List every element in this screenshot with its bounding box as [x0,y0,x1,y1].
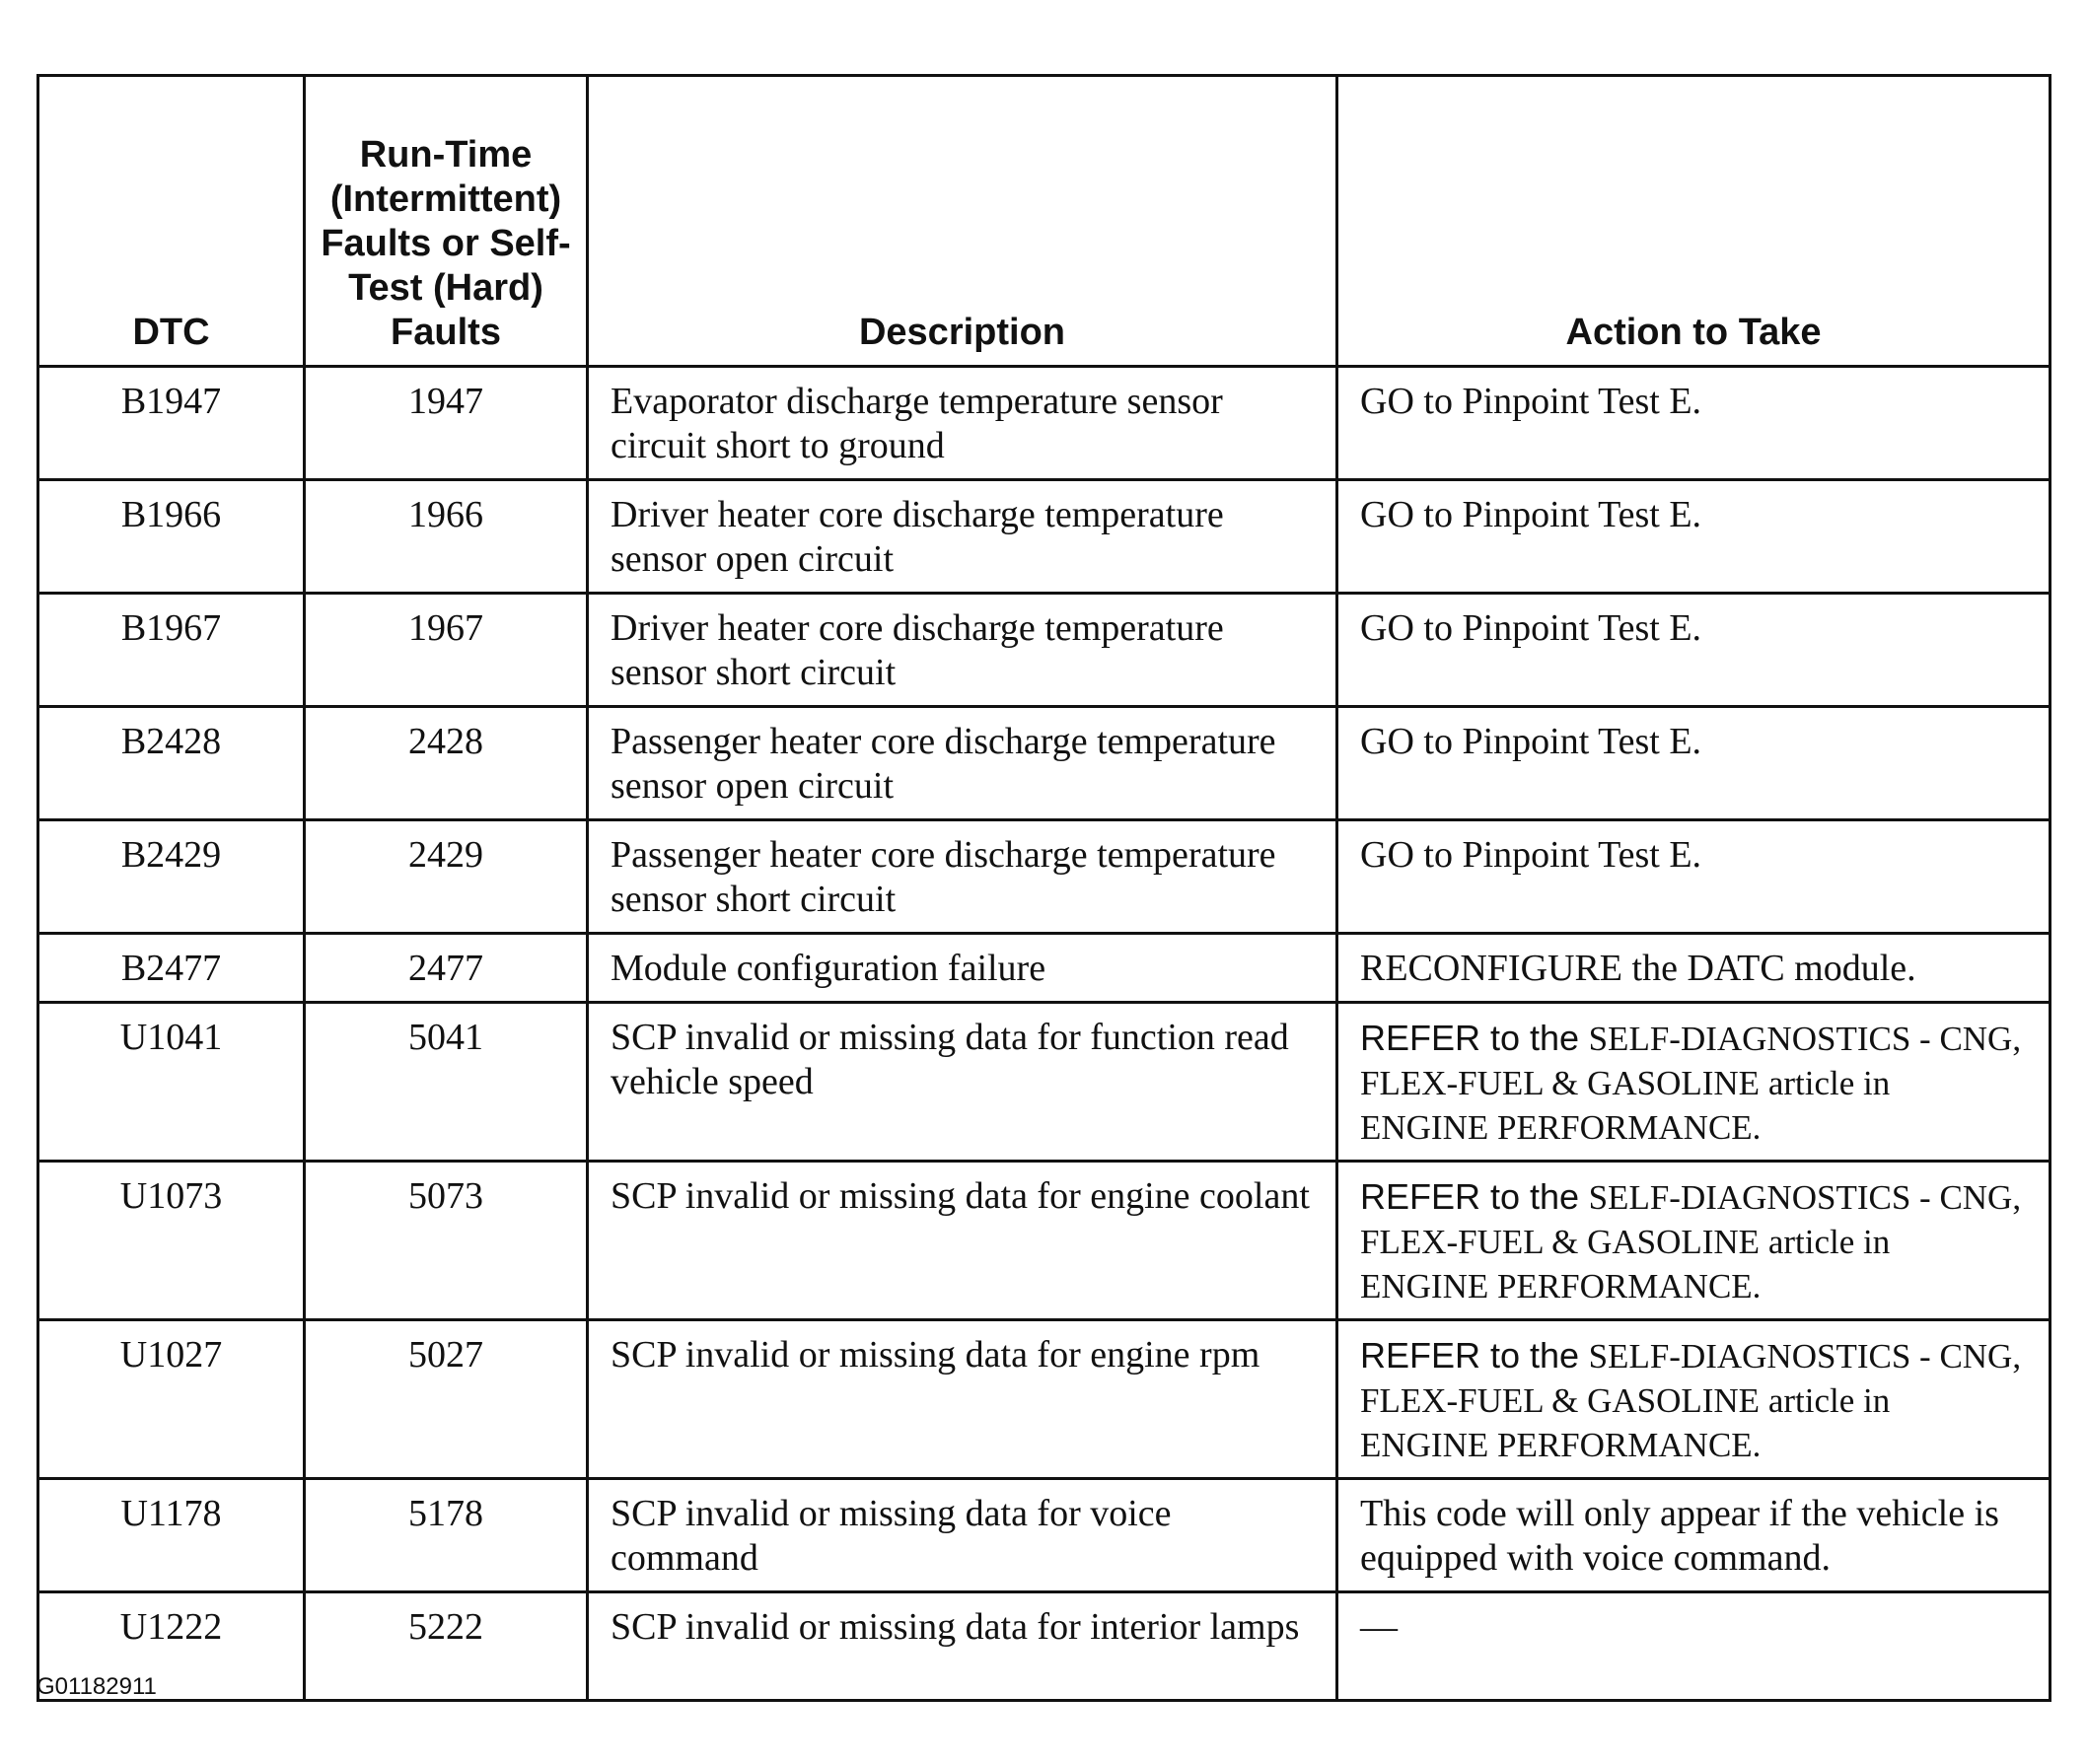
description-cell: Module configuration failure [588,934,1337,1003]
table-row [38,707,2051,820]
action-cell: RECONFIGURE the DATC module. [1337,934,2051,1003]
refer-lead-text: REFER to the [1360,1335,1580,1376]
table-row [38,820,2051,934]
runtime-code: 5027 [305,1320,588,1479]
description-cell: Driver heater core discharge temperature sensor open circuit [588,480,1337,594]
header-dtc: DTC [38,76,305,367]
runtime-code: 2477 [305,934,588,1003]
description-cell: Evaporator discharge temperature sensor circuit short to ground [588,367,1337,480]
action-cell [1337,1003,2051,1162]
action-cell: GO to Pinpoint Test E. [1337,367,2051,480]
action-cell: GO to Pinpoint Test E. [1337,820,2051,934]
header-description: Description [588,76,1337,367]
header-action: Action to Take [1337,76,2051,367]
refer-article-text: SELF-DIAGNOSTICS - CNG, FLEX-FUEL & GASOLINE article in ENGINE PERFORMANCE. [1360,1337,2022,1464]
dtc-code: B1947 [38,367,305,480]
runtime-code: 2428 [305,707,588,820]
dtc-code: B1967 [38,594,305,707]
dtc-code: U1178 [38,1479,305,1592]
dtc-code: B2428 [38,707,305,820]
figure-id: G01182911 [36,1673,157,1700]
dtc-code: U1041 [38,1003,305,1162]
description-cell: SCP invalid or missing data for voice command [588,1479,1337,1592]
description-cell: Passenger heater core discharge temperature sensor open circuit [588,707,1337,820]
table-row [38,594,2051,707]
runtime-code: 5178 [305,1479,588,1592]
action-cell: GO to Pinpoint Test E. [1337,707,2051,820]
refer-lead-text: REFER to the [1360,1018,1580,1058]
header-runtime-faults: Run-Time (Intermittent) Faults or Self-Test (Hard) Faults [305,76,588,367]
runtime-code: 5222 [305,1592,588,1701]
table-row [38,1162,2051,1320]
table-row [38,1592,2051,1701]
table-row [38,1320,2051,1479]
action-cell: GO to Pinpoint Test E. [1337,594,2051,707]
action-cell [1337,1320,2051,1479]
description-cell: SCP invalid or missing data for function read vehicle speed [588,1003,1337,1162]
dtc-table [36,74,2051,1702]
description-cell: SCP invalid or missing data for engine rpm [588,1320,1337,1479]
action-cell: — [1337,1592,2051,1701]
refer-lead-text: REFER to the [1360,1176,1580,1217]
description-cell: Passenger heater core discharge temperature sensor short circuit [588,820,1337,934]
refer-article-text: SELF-DIAGNOSTICS - CNG, FLEX-FUEL & GASOLINE article in ENGINE PERFORMANCE. [1360,1178,2022,1305]
description-cell: Driver heater core discharge temperature sensor short circuit [588,594,1337,707]
table-row [38,934,2051,1003]
runtime-code: 5073 [305,1162,588,1320]
runtime-code: 1967 [305,594,588,707]
description-cell: SCP invalid or missing data for interior lamps [588,1592,1337,1701]
runtime-code: 1947 [305,367,588,480]
dtc-code: B1966 [38,480,305,594]
action-cell: This code will only appear if the vehicle is equipped with voice command. [1337,1479,2051,1592]
dtc-code: B2429 [38,820,305,934]
table-row [38,1003,2051,1162]
dtc-code: U1027 [38,1320,305,1479]
dtc-code: U1073 [38,1162,305,1320]
action-cell [1337,1162,2051,1320]
refer-article-text: SELF-DIAGNOSTICS - CNG, FLEX-FUEL & GASOLINE article in ENGINE PERFORMANCE. [1360,1020,2022,1147]
header-row [38,76,2051,367]
runtime-code: 5041 [305,1003,588,1162]
dtc-code: U1222 [38,1592,305,1701]
description-cell: SCP invalid or missing data for engine coolant [588,1162,1337,1320]
table-row [38,367,2051,480]
runtime-code: 1966 [305,480,588,594]
table-row [38,480,2051,594]
runtime-code: 2429 [305,820,588,934]
dtc-code: B2477 [38,934,305,1003]
action-cell: GO to Pinpoint Test E. [1337,480,2051,594]
table-row [38,1479,2051,1592]
